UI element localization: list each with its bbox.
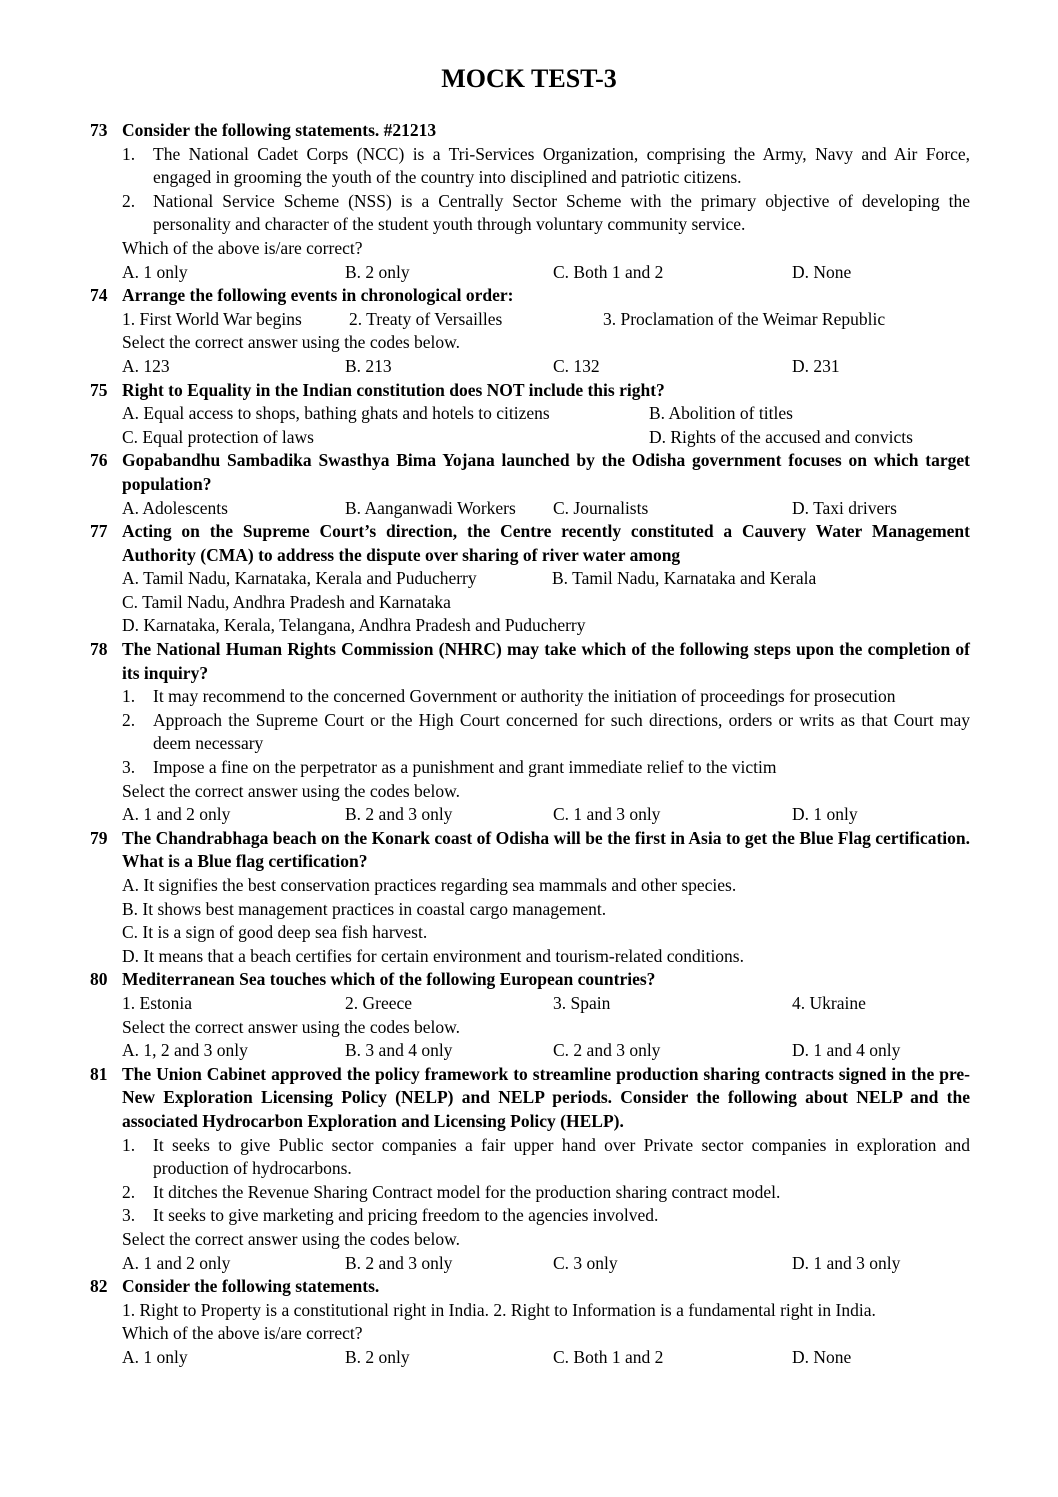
question-text: Mediterranean Sea touches which of the following European countries? [122, 969, 656, 990]
options-row [122, 1346, 970, 1370]
question-74 [90, 284, 970, 378]
option-a[interactable]: A. 1 only [122, 261, 188, 282]
option-b[interactable]: B. 2 only [345, 261, 410, 282]
option-c[interactable]: C. Journalists [553, 497, 649, 518]
statement-number: 3. [122, 757, 136, 778]
question-number: 77 [90, 521, 108, 542]
option-d[interactable]: D. 1 and 4 only [792, 1040, 901, 1061]
statement [122, 190, 970, 237]
page-title: MOCK TEST-3 [441, 64, 617, 93]
options-row [122, 567, 970, 591]
option-b[interactable]: B. 2 and 3 only [345, 804, 453, 825]
statement-number: 2. [122, 190, 136, 211]
question-text: The National Human Rights Commission (NHRC) may take which of the following steps upon the completion of its inquiry? [122, 639, 970, 683]
option-c[interactable]: C. 2 and 3 only [553, 1040, 661, 1061]
question-78 [90, 638, 970, 827]
question-80 [90, 968, 970, 1062]
options-row [122, 355, 970, 379]
option-d[interactable]: D. None [792, 261, 852, 282]
question-number: 73 [90, 120, 108, 140]
question-prompt: Which of the above is/are correct? [122, 1323, 363, 1344]
statement [122, 1204, 970, 1228]
statement [122, 685, 970, 709]
question-number: 78 [90, 639, 108, 660]
country-item: 1. Estonia [122, 992, 192, 1013]
event-item: 2. Treaty of Versailles [349, 308, 503, 329]
option-a[interactable]: A. 1 and 2 only [122, 804, 231, 825]
question-prompt: Select the correct answer using the codes below. [122, 1016, 461, 1037]
options-row [122, 402, 970, 426]
country-item: 4. Ukraine [792, 992, 866, 1013]
option-c[interactable]: C. 132 [553, 355, 600, 376]
option-b[interactable]: B. Tamil Nadu, Karnataka and Kerala [552, 568, 817, 589]
option-a[interactable]: A. 1 and 2 only [122, 1252, 231, 1273]
country-item: 2. Greece [345, 992, 413, 1013]
options-row [122, 497, 970, 521]
question-73 [90, 119, 970, 284]
statement [122, 143, 970, 190]
option-d[interactable]: D. None [792, 1346, 852, 1367]
country-item: 3. Spain [553, 992, 611, 1013]
option-a[interactable]: A. Adolescents [122, 497, 228, 518]
statement-text: It seeks to give Public sector companies a fair upper hand over Private sector companies in exploration and production of hydrocarbons. [153, 1134, 970, 1179]
question-number: 74 [90, 285, 108, 306]
option-c[interactable]: C. Equal protection of laws [122, 426, 314, 447]
statement [122, 1181, 970, 1205]
option-d[interactable]: D. Karnataka, Kerala, Telangana, Andhra Pradesh and Puducherry [122, 615, 586, 636]
question-number: 75 [90, 379, 108, 400]
option-d[interactable]: D. Rights of the accused and convicts [649, 426, 913, 447]
statement [122, 1134, 970, 1181]
question-prompt: Select the correct answer using the codes below. [122, 1228, 461, 1249]
statement-text: National Service Scheme (NSS) is a Centrally Sector Scheme with the primary objective of developing the personality and character of the student youth through voluntary community service. [153, 190, 970, 235]
question-text: Right to Equality in the Indian constitution does NOT include this right? [122, 379, 665, 400]
option-a[interactable]: A. 1 only [122, 1346, 188, 1367]
option-d[interactable]: D. 231 [792, 355, 840, 376]
statement-text: Approach the Supreme Court or the High Court concerned for such directions, orders or writs as that Court may deem necessary [153, 709, 970, 754]
option-d[interactable]: D. Taxi drivers [792, 497, 897, 518]
events-row [122, 308, 970, 332]
question-text: The Union Cabinet approved the policy framework to streamline production sharing contracts signed in the pre-New Exploration Licensing Policy (NELP) and NELP periods. Consider the following about NELP and the associated Hydrocarbon Exploration and Licensing Policy (HELP). [122, 1063, 970, 1131]
statement-text: It may recommend to the concerned Government or authority the initiation of proceedings for prosecution [153, 686, 896, 707]
question-list [90, 119, 970, 1369]
statement-text: Impose a fine on the perpetrator as a punishment and grant immediate relief to the victim [153, 757, 777, 778]
question-number: 76 [90, 450, 108, 471]
question-79 [90, 827, 970, 969]
option-a[interactable]: A. 123 [122, 355, 170, 376]
event-item: 3. Proclamation of the Weimar Republic [603, 308, 886, 329]
statement-number: 2. [122, 1181, 136, 1202]
question-number: 80 [90, 969, 108, 990]
question-82 [90, 1275, 970, 1369]
question-text: Arrange the following events in chronological order: [122, 285, 514, 306]
question-text: Gopabandhu Sambadika Swasthya Bima Yojana launched by the Odisha government focuses on which target population? [122, 450, 970, 494]
question-prompt: Select the correct answer using the codes below. [122, 780, 461, 801]
option-c[interactable]: C. 1 and 3 only [553, 804, 661, 825]
option-c[interactable]: C. Tamil Nadu, Andhra Pradesh and Karnataka [122, 591, 451, 612]
option-b[interactable]: B. Aanganwadi Workers [345, 497, 516, 518]
question-81 [90, 1063, 970, 1275]
question-text: Acting on the Supreme Court’s direction, the Centre recently constituted a Cauvery Water Management Authority (CMA) to address the dispute over sharing of river water among [122, 521, 970, 565]
question-text: Consider the following statements. [122, 1276, 380, 1297]
option-a[interactable]: A. It signifies the best conservation practices regarding sea mammals and other species. [122, 875, 737, 895]
options-row [122, 261, 970, 285]
question-number: 82 [90, 1276, 108, 1297]
statement-text: It seeks to give marketing and pricing freedom to the agencies involved. [153, 1205, 659, 1226]
option-a[interactable]: A. Tamil Nadu, Karnataka, Kerala and Puducherry [122, 568, 477, 589]
options-row [122, 426, 970, 450]
option-a[interactable]: A. Equal access to shops, bathing ghats and hotels to citizens [122, 403, 550, 424]
statement-number: 3. [122, 1205, 136, 1226]
options-row [122, 803, 970, 827]
option-c[interactable]: C. Both 1 and 2 [553, 261, 664, 282]
statement-line: 1. Right to Property is a constitutional right in India. 2. Right to Information is a fundamental right in India. [122, 1299, 876, 1320]
statement [122, 709, 970, 756]
question-text: Consider the following statements. #21213 [122, 120, 437, 140]
option-d[interactable]: D. It means that a beach certifies for certain environment and tourism-related conditions. [122, 945, 744, 966]
statement-text: The National Cadet Corps (NCC) is a Tri-Services Organization, comprising the Army, Navy and Air Force, engaged in grooming the youth of the country into disciplined and patriotic citizens. [153, 143, 970, 188]
question-76 [90, 449, 970, 520]
question-prompt: Select the correct answer using the codes below. [122, 332, 461, 353]
option-b[interactable]: B. It shows best management practices in coastal cargo management. [122, 898, 607, 919]
event-item: 1. First World War begins [122, 308, 302, 329]
question-75 [90, 379, 970, 450]
option-b[interactable]: B. 2 only [345, 1346, 410, 1367]
question-text: The Chandrabhaga beach on the Konark coast of Odisha will be the first in Asia to get the Blue Flag certification. What is a Blue flag certification? [122, 827, 970, 872]
statement-text: It ditches the Revenue Sharing Contract model for the production sharing contract model. [153, 1181, 781, 1202]
question-prompt: Which of the above is/are correct? [122, 237, 363, 258]
option-b[interactable]: B. Abolition of titles [649, 403, 793, 424]
option-b[interactable]: B. 3 and 4 only [345, 1040, 453, 1061]
option-b[interactable]: B. 2 and 3 only [345, 1252, 453, 1273]
statement-number: 1. [122, 1134, 136, 1155]
question-77 [90, 520, 970, 638]
option-a[interactable]: A. 1, 2 and 3 only [122, 1040, 248, 1061]
option-b[interactable]: B. 213 [345, 355, 392, 376]
option-d[interactable]: D. 1 and 3 only [792, 1252, 901, 1273]
question-number: 81 [90, 1063, 108, 1084]
statement-number: 1. [122, 686, 136, 707]
options-row [122, 1252, 970, 1276]
question-number: 79 [90, 827, 108, 848]
option-d[interactable]: D. 1 only [792, 804, 858, 825]
statement-number: 1. [122, 143, 136, 164]
option-c[interactable]: C. 3 only [553, 1252, 618, 1273]
statement [122, 756, 970, 780]
option-c[interactable]: C. It is a sign of good deep sea fish harvest. [122, 922, 428, 943]
items-row [122, 992, 970, 1016]
statement-number: 2. [122, 709, 136, 730]
options-row [122, 1039, 970, 1063]
option-c[interactable]: C. Both 1 and 2 [553, 1346, 664, 1367]
